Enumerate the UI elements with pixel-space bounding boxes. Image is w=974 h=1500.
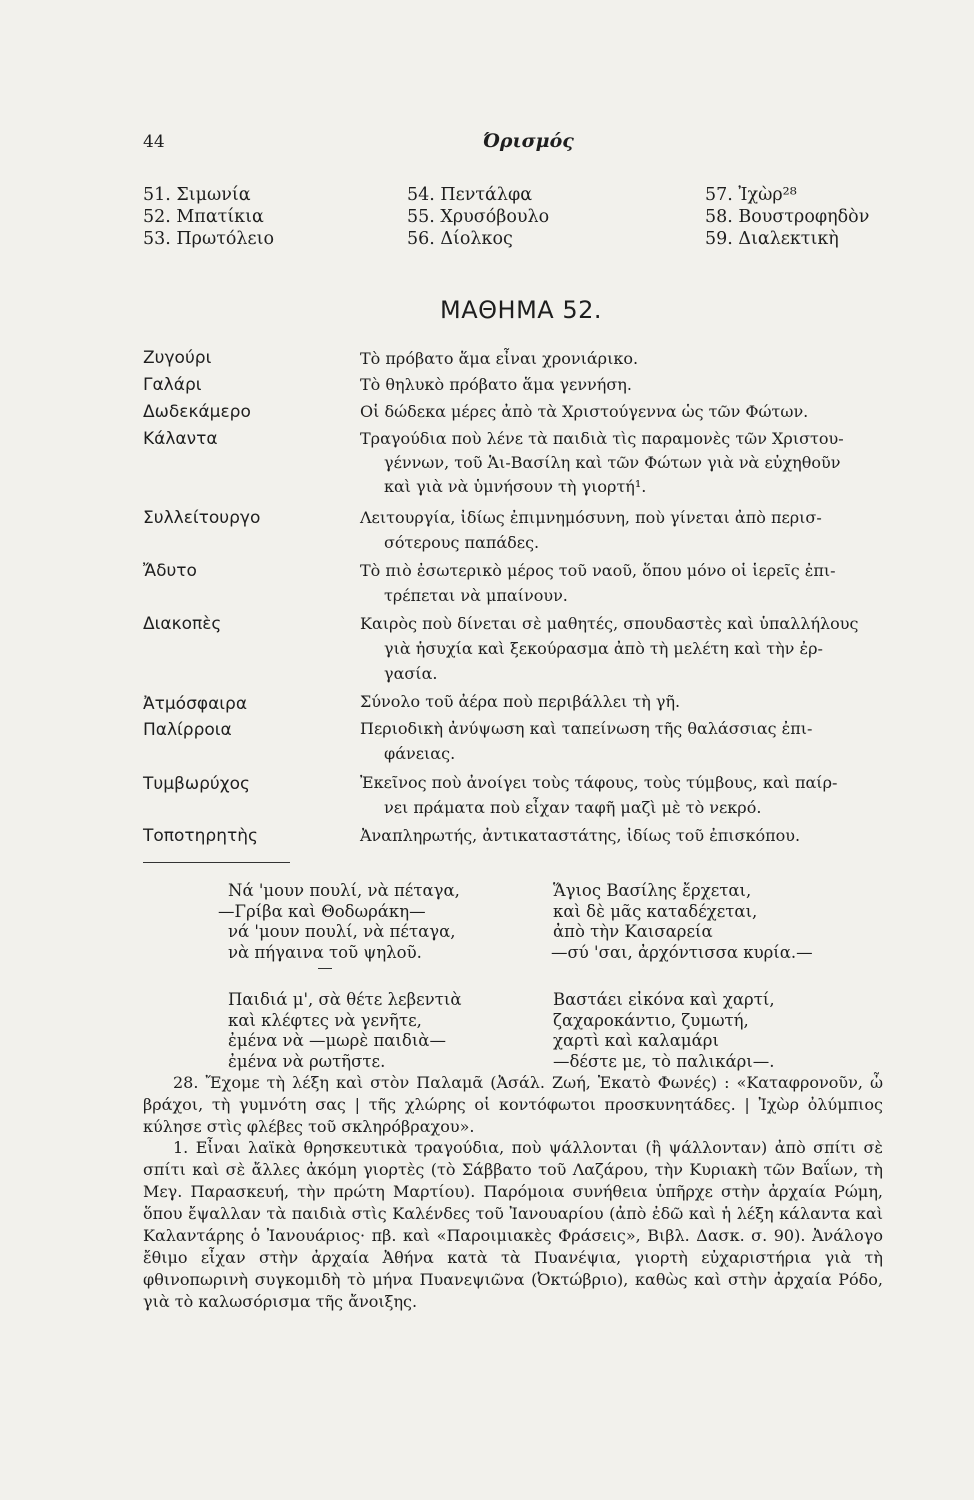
list-item: 51. Σιμωνία [143,185,251,205]
definition-line: Τὸ πρόβατο ἅμα εἶναι χρονιάρικο. [360,349,639,368]
term: Παλίρροια [143,720,232,740]
list-item: 59. Διαλεκτικὴ [705,229,839,249]
definition-line: γασία. [384,664,438,683]
numbered-list-col3 [705,184,869,250]
footnote-divider [143,862,290,863]
term: Κάλαντα [143,429,218,449]
definition-line: σότερους παπάδες. [384,533,540,552]
list-item: 53. Πρωτόλειο [143,229,274,249]
running-title: Όρισμός [483,130,574,152]
term: Συλλείτουργο [143,508,261,528]
poem-line: καὶ κλέφτες νὰ γενῆτε, [228,1010,422,1030]
poem-line: Βαστάει εἰκόνα καὶ χαρτί, [553,990,775,1009]
term: Ἀτμόσφαιρα [143,694,248,714]
definition-line: Ἀναπληρωτής, ἀντικαταστάτης, ἰδίως τοῦ ἐπισκόπου. [360,826,801,845]
list-item: 58. Βουστροφηδὸν [705,207,870,227]
definition-line: γέννων, τοῦ Ἁι-Βασίλη καὶ τῶν Φώτων γιὰ νὰ εὐχηθοῦν [384,453,841,472]
list-item: 55. Χρυσόβουλο [407,207,550,227]
footnote-text: 28. Ἔχομε τὴ λέξη καὶ στὸν Παλαμᾶ (Ἀσάλ. Ζωή, Ἑκατὸ Φωνές) : «Καταφρονοῦν, ὦ βράχοι, τὴ γυμνότη σας | τῆς χλώρης οἱ κοντόφωτοι προσκυνητάδες. | Ἰχὼρ ὀλύμπιος κύλησε στὶς φλέβες τοῦ σκληρόβραχου». [143,1073,883,1136]
term: Διακοπὲς [143,614,222,634]
poem-left-stanza-1 [218,881,460,963]
definition [360,613,880,685]
definition-line: τρέπεται νὰ μπαίνουν. [384,586,568,605]
definition-line: καὶ γιὰ νὰ ὑμνήσουν τὴ γιορτή¹. [384,477,647,496]
poem-line: —δέστε με, τὸ παλικάρι—. [553,1051,775,1071]
poem-line: Ἅγιος Βασίλης ἔρχεται, [553,881,752,900]
term: Δωδεκάμερο [143,402,251,422]
list-item: 57. Ἰχὼρ²⁸ [705,185,797,205]
definition-line: νει πράματα ποὺ εἶχαν ταφῆ μαζὶ μὲ τὸ νεκρό. [384,798,762,817]
poem-line: —σύ 'σαι, ἀρχόντισσα κυρία.— [551,942,813,962]
footnote-28 [143,1072,883,1138]
definition-line: γιὰ ἡσυχία καὶ ξεκούρασμα ἀπὸ τὴ μελέτη καὶ τὴν ἐρ- [384,639,823,658]
term: Ἄδυτο [143,561,197,581]
definition-line: Ἐκεῖνος ποὺ ἀνοίγει τοὺς τάφους, τοὺς τύμβους, καὶ παίρ- [360,773,838,792]
list-item: 56. Δίολκος [407,229,513,249]
numbered-list-col1 [143,184,274,250]
poem-line: Παιδιά μ', σὰ θέτε λεβεντιὰ [228,990,462,1009]
definition [360,428,880,498]
poem-right-stanza-1 [553,881,813,963]
definition-line: Περιοδικὴ ἀνύψωση καὶ ταπείνωση τῆς θαλάσσιας ἐπι- [360,719,813,738]
definition [360,374,880,396]
numbered-list-col2 [407,184,549,250]
definition [360,772,880,819]
lesson-title: ΜΑΘΗΜΑ 52. [440,296,602,324]
definition [360,401,880,423]
definition [360,507,880,554]
definition-line: φάνειας. [384,744,456,763]
term: Τυμβωρύχος [143,774,250,794]
definition-line: Οἱ δώδεκα μέρες ἀπὸ τὰ Χριστούγεννα ὡς τῶν Φώτων. [360,402,809,421]
list-item: 52. Μπατίκια [143,207,264,227]
poem-line: ἐμένα νὰ —μωρὲ παιδιὰ— [228,1031,446,1050]
footnote-1 [143,1137,883,1313]
list-item: 54. Πεντάλφα [407,185,533,205]
definition-line: Τραγούδια ποὺ λένε τὰ παιδιὰ τὶς παραμονὲς τῶν Χριστου- [360,429,844,448]
poem-line: Νά 'μουν πουλί, νὰ πέταγα, [228,881,460,900]
definition-line: Καιρὸς ποὺ δίνεται σὲ μαθητές, σπουδαστὲς καὶ ὑπαλλήλους [360,614,859,633]
definition [360,348,880,370]
term: Τοποτηρητὴς [143,826,258,846]
definition [360,825,880,847]
definition-line: Τὸ θηλυκὸ πρόβατο ἅμα γεννήση. [360,375,632,394]
poem-line: νὰ πήγαινα τοῦ ψηλοῦ. [228,942,422,962]
poem-line: νά 'μουν πουλί, νὰ πέταγα, [228,922,456,941]
page-number: 44 [143,132,165,152]
poem-line: χαρτὶ καὶ καλαμάρι [553,1031,719,1050]
poem-right-stanza-2 [553,990,775,1072]
poem-line: —Γρίβα καὶ Θοδωράκη— [218,901,426,921]
definition-line: Λειτουργία, ἰδίως ἐπιμνημόσυνη, ποὺ γίνεται ἀπὸ περισ- [360,508,822,527]
definition-line: Τὸ πιὸ ἐσωτερικὸ μέρος τοῦ ναοῦ, ὅπου μόνο οἱ ἱερεῖς ἐπι- [360,561,836,580]
definition [360,691,880,713]
poem-line: ἐμένα νὰ ρωτῆστε. [228,1051,386,1071]
poem-line: ζαχαροκάντιο, ζυμωτή, [553,1010,749,1030]
poem-line: καὶ δὲ μᾶς καταδέχεται, [553,901,758,921]
stanza-separator [318,968,332,969]
footnote-text: 1. Εἶναι λαϊκὰ θρησκευτικὰ τραγούδια, ποὺ ψάλλονται (ἢ ψάλλονταν) ἀπὸ σπίτι σὲ σπίτι καὶ σὲ ἄλλες ἀκόμη γιορτὲς (τὸ Σάββατο τοῦ Λαζάρου, τὴν Κυριακὴ τῶν Βαΐων, τὴ Μεγ. Παρασκευή, τὴν πρώτη Μαρτίου). Παρόμοια συνήθεια ὑπῆρχε στὴν ἀρχαία Ρώμη, ὅπου ἔψαλλαν τὰ παιδιὰ στὶς Καλένδες τοῦ Ἰανουαρίου (ἀπὸ ἐδῶ καὶ ἡ λέξη κάλαντα καὶ Καλαντάρης ὁ Ἰανουάριος· πβ. καὶ «Παροιμιακὲς Φράσεις», Βιβλ. Δασκ. σ. 90). Ἀνάλογο ἔθιμο εἶχαν στὴν ἀρχαία Ἀθήνα κατὰ τὰ Πυανέψια, γιορτὴ εὐχαριστήρια γιὰ τὴ φθινοπωρινὴ συγκομιδὴ τὸ μήνα Πυανεψιῶνα (Ὀκτώβριο), καθὼς καὶ στὴν ἀρχαία Ρόδο, γιὰ τὸ καλωσόρισμα τῆς ἄνοιξης. [143,1138,883,1311]
term: Ζυγούρι [143,348,212,368]
definition [360,560,880,607]
definition [360,718,880,765]
poem-line: ἀπὸ τὴν Καισαρεία [553,922,713,941]
term: Γαλάρι [143,375,202,395]
poem-left-stanza-2 [228,990,461,1072]
definition-line: Σύνολο τοῦ ἀέρα ποὺ περιβάλλει τὴ γῆ. [360,692,681,711]
